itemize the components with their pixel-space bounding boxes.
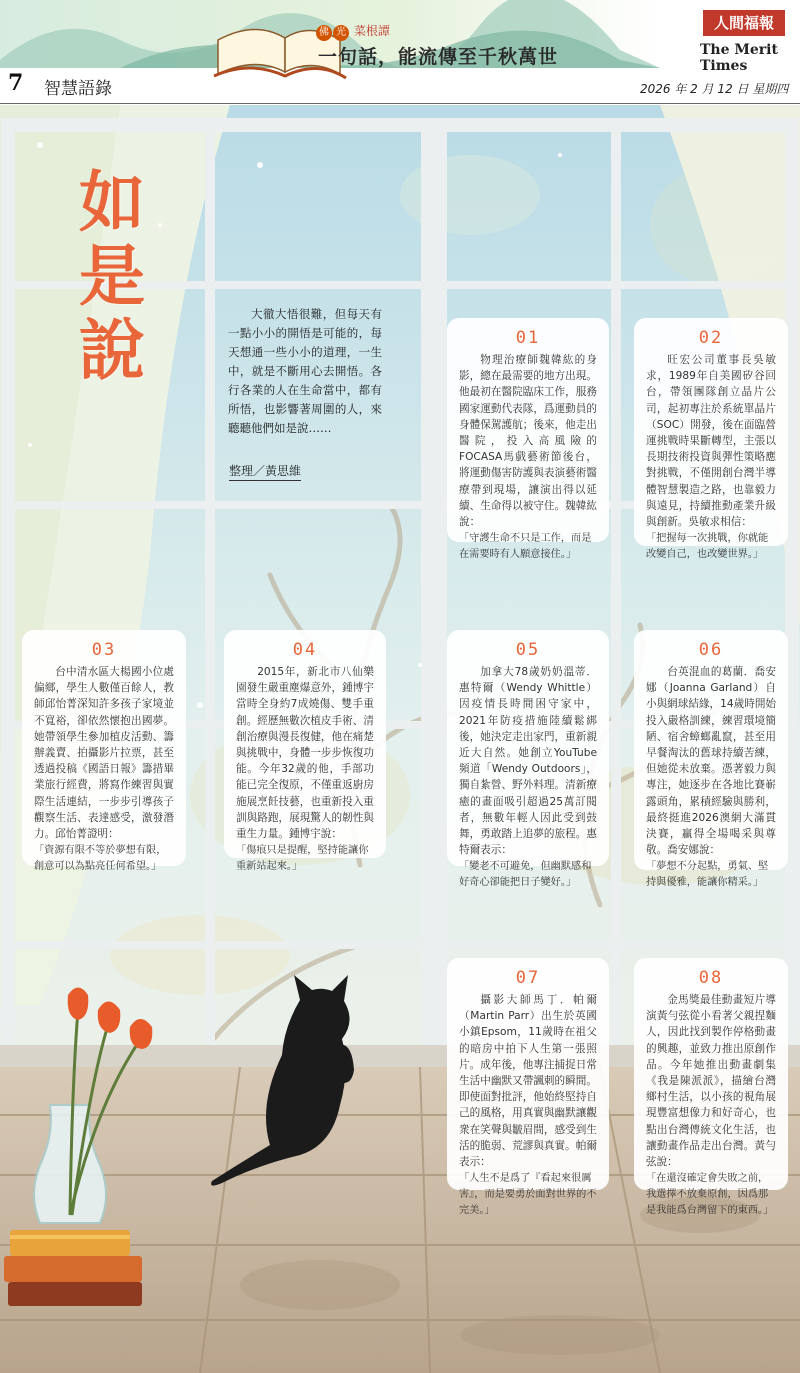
masthead bbox=[0, 0, 800, 104]
brand-logo-english: The Merit Times bbox=[700, 42, 778, 74]
card-number: 04 bbox=[292, 640, 318, 660]
quote-card-04 bbox=[224, 630, 386, 873]
card-body: 旺宏公司董事長吳敏求，1989年自美國矽谷回台，帶領團隊創立晶片公司，起初專注於系統單晶片（SOC）開發，後在面臨營運挑戰時果斷轉型，主張以長期技術投資與彈性策略應對挑戰，不僅開創台灣半導體智慧製造之路，也靠毅力與遠見，持續推動產業升級與創新。吳敏求相信： bbox=[646, 354, 776, 529]
quote-card-03 bbox=[22, 630, 186, 873]
badge-guang: 光 bbox=[333, 25, 349, 41]
quote-card-06 bbox=[634, 630, 788, 889]
card-quote: 「變老不可避免，但幽默感和好奇心卻能把日子變好。」 bbox=[459, 861, 592, 889]
card-body: 台英混血的葛蘭．喬安娜（Joanna Garland）自小與網球結緣，14歲時開始投入嚴格訓練，練習環境簡陋、宿舍蟑螂亂竄，甚至用早餐淘汰的舊球持續苦練，但她從未放棄。憑著毅力與專注，她逐步在各地比賽嶄露頭角，累積經驗與勝利，最終挺進2026澳網大滿貫決賽，贏得全場喝采與尊敬。喬安娜說： bbox=[646, 666, 777, 857]
title-char: 如 bbox=[79, 163, 145, 241]
card-quote: 「在還沒確定會失敗之前，我選擇不放棄原創，因爲那是我能爲台灣留下的東西。」 bbox=[646, 1173, 774, 1217]
book-stack-illustration bbox=[4, 1230, 142, 1306]
card-number: 01 bbox=[515, 328, 541, 348]
feature-title bbox=[72, 165, 152, 387]
card-number: 07 bbox=[515, 968, 541, 988]
card-body: 台中清水區大楊國小位處偏鄉，學生人數僅百餘人，教師邱怡菁深知許多孩子家境並不寬裕，卻依然懷抱出國夢。她帶領學生參加植皮活動、籌辦義賣、拍攝影片拉票，甚至透過投稿《國語日報》籌措畢業旅行經費，將寫作練習與實際生活連結，一步步引導孩子觀察生活、表達感受，激發潛力。邱怡菁證明： bbox=[34, 666, 174, 841]
card-quote: 「守護生命不只是工作，而是在需要時有人願意接住。」 bbox=[459, 533, 592, 561]
quote-card-01 bbox=[447, 318, 609, 561]
card-body: 攝影大師馬丁．帕爾（Martin Parr）出生於英國小鎮Epsom，11歲時在祖父的暗房中拍下人生第一張照片。成年後，他專注捕捉日常生活中幽默又帶諷刺的瞬間。即使面對批評，他始終堅持自己的風格，用真實與幽默讓觀衆在笑聲與皺眉間，感受到生活的脆弱、荒謬與真實。帕爾表示： bbox=[459, 994, 597, 1169]
column-tag bbox=[316, 22, 390, 41]
title-char: 是 bbox=[79, 237, 145, 315]
card-quote: 「資源有限不等於夢想有限，創意可以為點亮任何希望。」 bbox=[34, 845, 167, 873]
card-number: 05 bbox=[515, 640, 541, 660]
page-number: 7 bbox=[8, 70, 24, 96]
card-body: 金馬獎最佳動畫短片導演黃勻弦從小看著父親捏麵人，因此找到製作停格動畫的興趣，並致力推出原創作品。今年她推出動畫劇集《我是陳派派》，描繪台灣鄉村生活，以小孩的視角展現豐富想像力和好奇心，也點出台灣傳統文化生活，也讓動畫作品走出台灣。黃勻弦說： bbox=[646, 994, 776, 1169]
badge-fo: 佛 bbox=[316, 25, 332, 41]
card-quote: 「傷痕只是提醒，堅持能讓你重新站起來。」 bbox=[236, 845, 369, 873]
card-quote: 「把握每一次挑戰，你就能改變自己，也改變世界。」 bbox=[646, 533, 769, 561]
quote-card-02 bbox=[634, 318, 788, 561]
section-title: 智慧語錄 bbox=[44, 79, 112, 99]
card-quote: 「夢想不分起點，勇氣、堅持與優雅，能讓你精采。」 bbox=[646, 861, 769, 889]
intro-paragraph: 大徹大悟很難，但每天有一點小小的開悟是可能的，每天想通一些小小的道理，一生中，就是不斷用心去開悟。各行各業的人在生命當中，都有所悟，也影響著周圍的人，來聽聽他們如是說…… bbox=[228, 307, 382, 435]
card-body: 2015年，新北市八仙樂園發生嚴重塵爆意外，鍾博宇當時全身約7成燒傷、雙手重創。經歷無數次植皮手術、清創治療與漫長復健，他在痛楚與挑戰中，身體一步步恢復功能。今年32歲的他，手部功能已完全復原，不僅重返廚房施展烹飪技藝，也重新投入重訓與路跑，展現驚人的韌性與重生力量。鍾博宇說： bbox=[236, 666, 374, 841]
card-number: 06 bbox=[698, 640, 724, 660]
headline: 一句話，能流傳至千秋萬世 bbox=[318, 46, 559, 68]
card-body: 加拿大78歲奶奶溫蒂．惠特爾（Wendy Whittle）因疫情長時間困守家中，2021年防疫措施陸續鬆綁後，她決定走出家門，重新親近大自然。她創立YouTube頻道「Wendy Outdoors」，獨自紮營、野外料理。清新療癒的畫面吸引超過25萬訂閱者，無數年輕人因此受到鼓舞，勇敢踏上追夢的旅程。惠特爾表示： bbox=[459, 666, 597, 857]
header-rule bbox=[0, 103, 800, 104]
title-char: 說 bbox=[79, 311, 145, 389]
credit-line: 整理／黃思維 bbox=[229, 462, 301, 481]
card-number: 02 bbox=[698, 328, 724, 348]
card-number: 08 bbox=[698, 968, 724, 988]
quote-card-07 bbox=[447, 958, 609, 1217]
quote-card-05 bbox=[447, 630, 609, 889]
card-body: 物理治療師魏韓紘的身影，總在最需要的地方出現。他最初在醫院臨床工作，服務國家運動代表隊，爲運動員的身體保駕護航；後來，他走出醫院，投入高風險的FOCASA馬戲藝術節後台，將運動傷害防護與表演藝術醫療帶到現場，讓演出得以延續、生命得以被守住。魏韓紘說： bbox=[459, 354, 597, 529]
brand-logo: 人間福報 bbox=[703, 10, 785, 36]
card-quote: 「人生不是爲了『看起來很厲害』，而是要勇於面對世界的不完美。」 bbox=[459, 1173, 597, 1217]
column-name: 菜根譚 bbox=[353, 24, 390, 38]
issue-date: 2026 年 2 月 12 日 星期四 bbox=[640, 82, 789, 96]
quote-card-08 bbox=[634, 958, 788, 1217]
card-number: 03 bbox=[91, 640, 117, 660]
